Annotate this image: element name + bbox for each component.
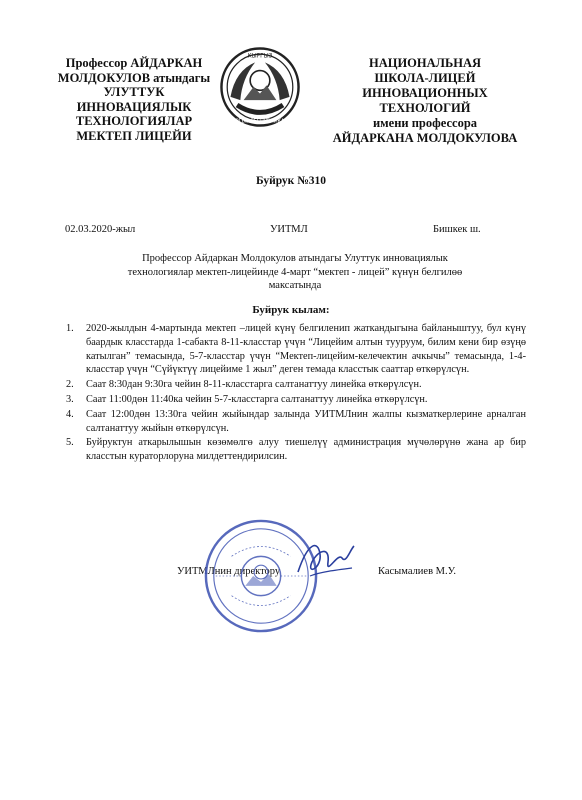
order-org: УИТМЛ [270, 224, 308, 235]
signature-name: Касымалиев М.У. [378, 566, 456, 577]
list-item [66, 393, 526, 407]
header-right-line: НАЦИОНАЛЬНАЯ [368, 56, 482, 70]
header-left-line: МОЛДОКУЛОВ атындагы [57, 70, 211, 85]
header-left-line: Профессор АЙДАРКАН [65, 56, 203, 70]
order-items-list [66, 322, 526, 465]
list-item [66, 322, 526, 377]
header-left-line: ИННОВАЦИЯЛЫК [76, 99, 192, 114]
order-date: 02.03.2020-жыл [65, 224, 136, 235]
item-text: 2020-жылдын 4-мартында мектеп –лицей күнү белгиленип жаткандыгына байланыштуу, бул күнү баардык класстарда 1-сабакта 8-11-класстар үчүн “Лицейим алтын тууруум, билим кени бир өзүңө катылган” темасында, 5-7-класстар үчүн “Мектеп-лицейим-келечектин ачкычы” темасында, 1-4-класстар үчүн “Сүйүктүү лицейиме 1 жыл” деген темада класстык сааттар өткөрүлсүн. [86, 323, 526, 376]
item-text: Саат 12:00дөн 13:30га чейин жыйындар залында УИТМЛнин жалпы кызматкерлерине арналган салтанаттуу жыйын өткөрүлсүн. [86, 408, 526, 434]
orders-heading: Буйрук кылам: [252, 304, 330, 316]
header-right-line: АЙДАРКАНА МОЛДОКУЛОВА [332, 131, 518, 145]
header-right-line: ШКОЛА-ЛИЦЕЙ [374, 71, 476, 85]
item-number: 2. [66, 379, 74, 391]
item-text: Буйруктун аткарылышын көзөмөлгө алуу тиешелүү администрация мүчөлөрүнө жана ар бир класстын кураторлоруна милдеттендирилсин. [86, 437, 526, 463]
kyrgyz-state-emblem-icon [219, 46, 301, 128]
item-number: 5. [66, 437, 74, 449]
item-number: 3. [66, 393, 74, 405]
item-text: Саат 8:30дан 9:30га чейин 8-11-класстарга салтанаттуу линейка өткөрүлсүн. [86, 379, 422, 391]
handwritten-signature-icon [290, 532, 360, 590]
list-item [66, 408, 526, 436]
signature-title: УИТМЛнин директору [177, 566, 281, 577]
header-left-line: УЛУТТУК [103, 85, 165, 99]
emblem-text: КЫРГЫЗ РЕСПУБЛИКАСЫ [227, 118, 293, 125]
order-subject: Профессор Айдаркан Молдокулов атындагы Улуттук инновациялык технологиялар мектеп-лицейинде 4-март “мектеп - лицей” күнүн белгилөө максатында [127, 253, 463, 291]
header-right-line: ИННОВАЦИОННЫХ [362, 86, 488, 100]
list-item [66, 378, 526, 392]
list-item [66, 436, 526, 464]
emblem-top-text: КЫРГЫЗ [247, 53, 273, 60]
header-left-line: ТЕХНОЛОГИЯЛАР [75, 114, 193, 128]
header-right-line: имени профессора [372, 116, 478, 130]
item-number: 1. [66, 323, 74, 334]
header-left-line: МЕКТЕП ЛИЦЕЙИ [76, 128, 192, 143]
header-right-line: ТЕХНОЛОГИЙ [379, 101, 471, 115]
order-title: Буйрук №310 [256, 175, 326, 187]
header-left-kyrgyz [44, 56, 224, 143]
order-city: Бишкек ш. [433, 224, 481, 235]
item-number: 4. [66, 408, 74, 420]
item-text: Саат 11:00дөн 11:40ка чейин 5-7-класстарга салтанаттуу линейка өткөрүлсүн. [86, 393, 428, 405]
header-right-russian [320, 56, 530, 146]
